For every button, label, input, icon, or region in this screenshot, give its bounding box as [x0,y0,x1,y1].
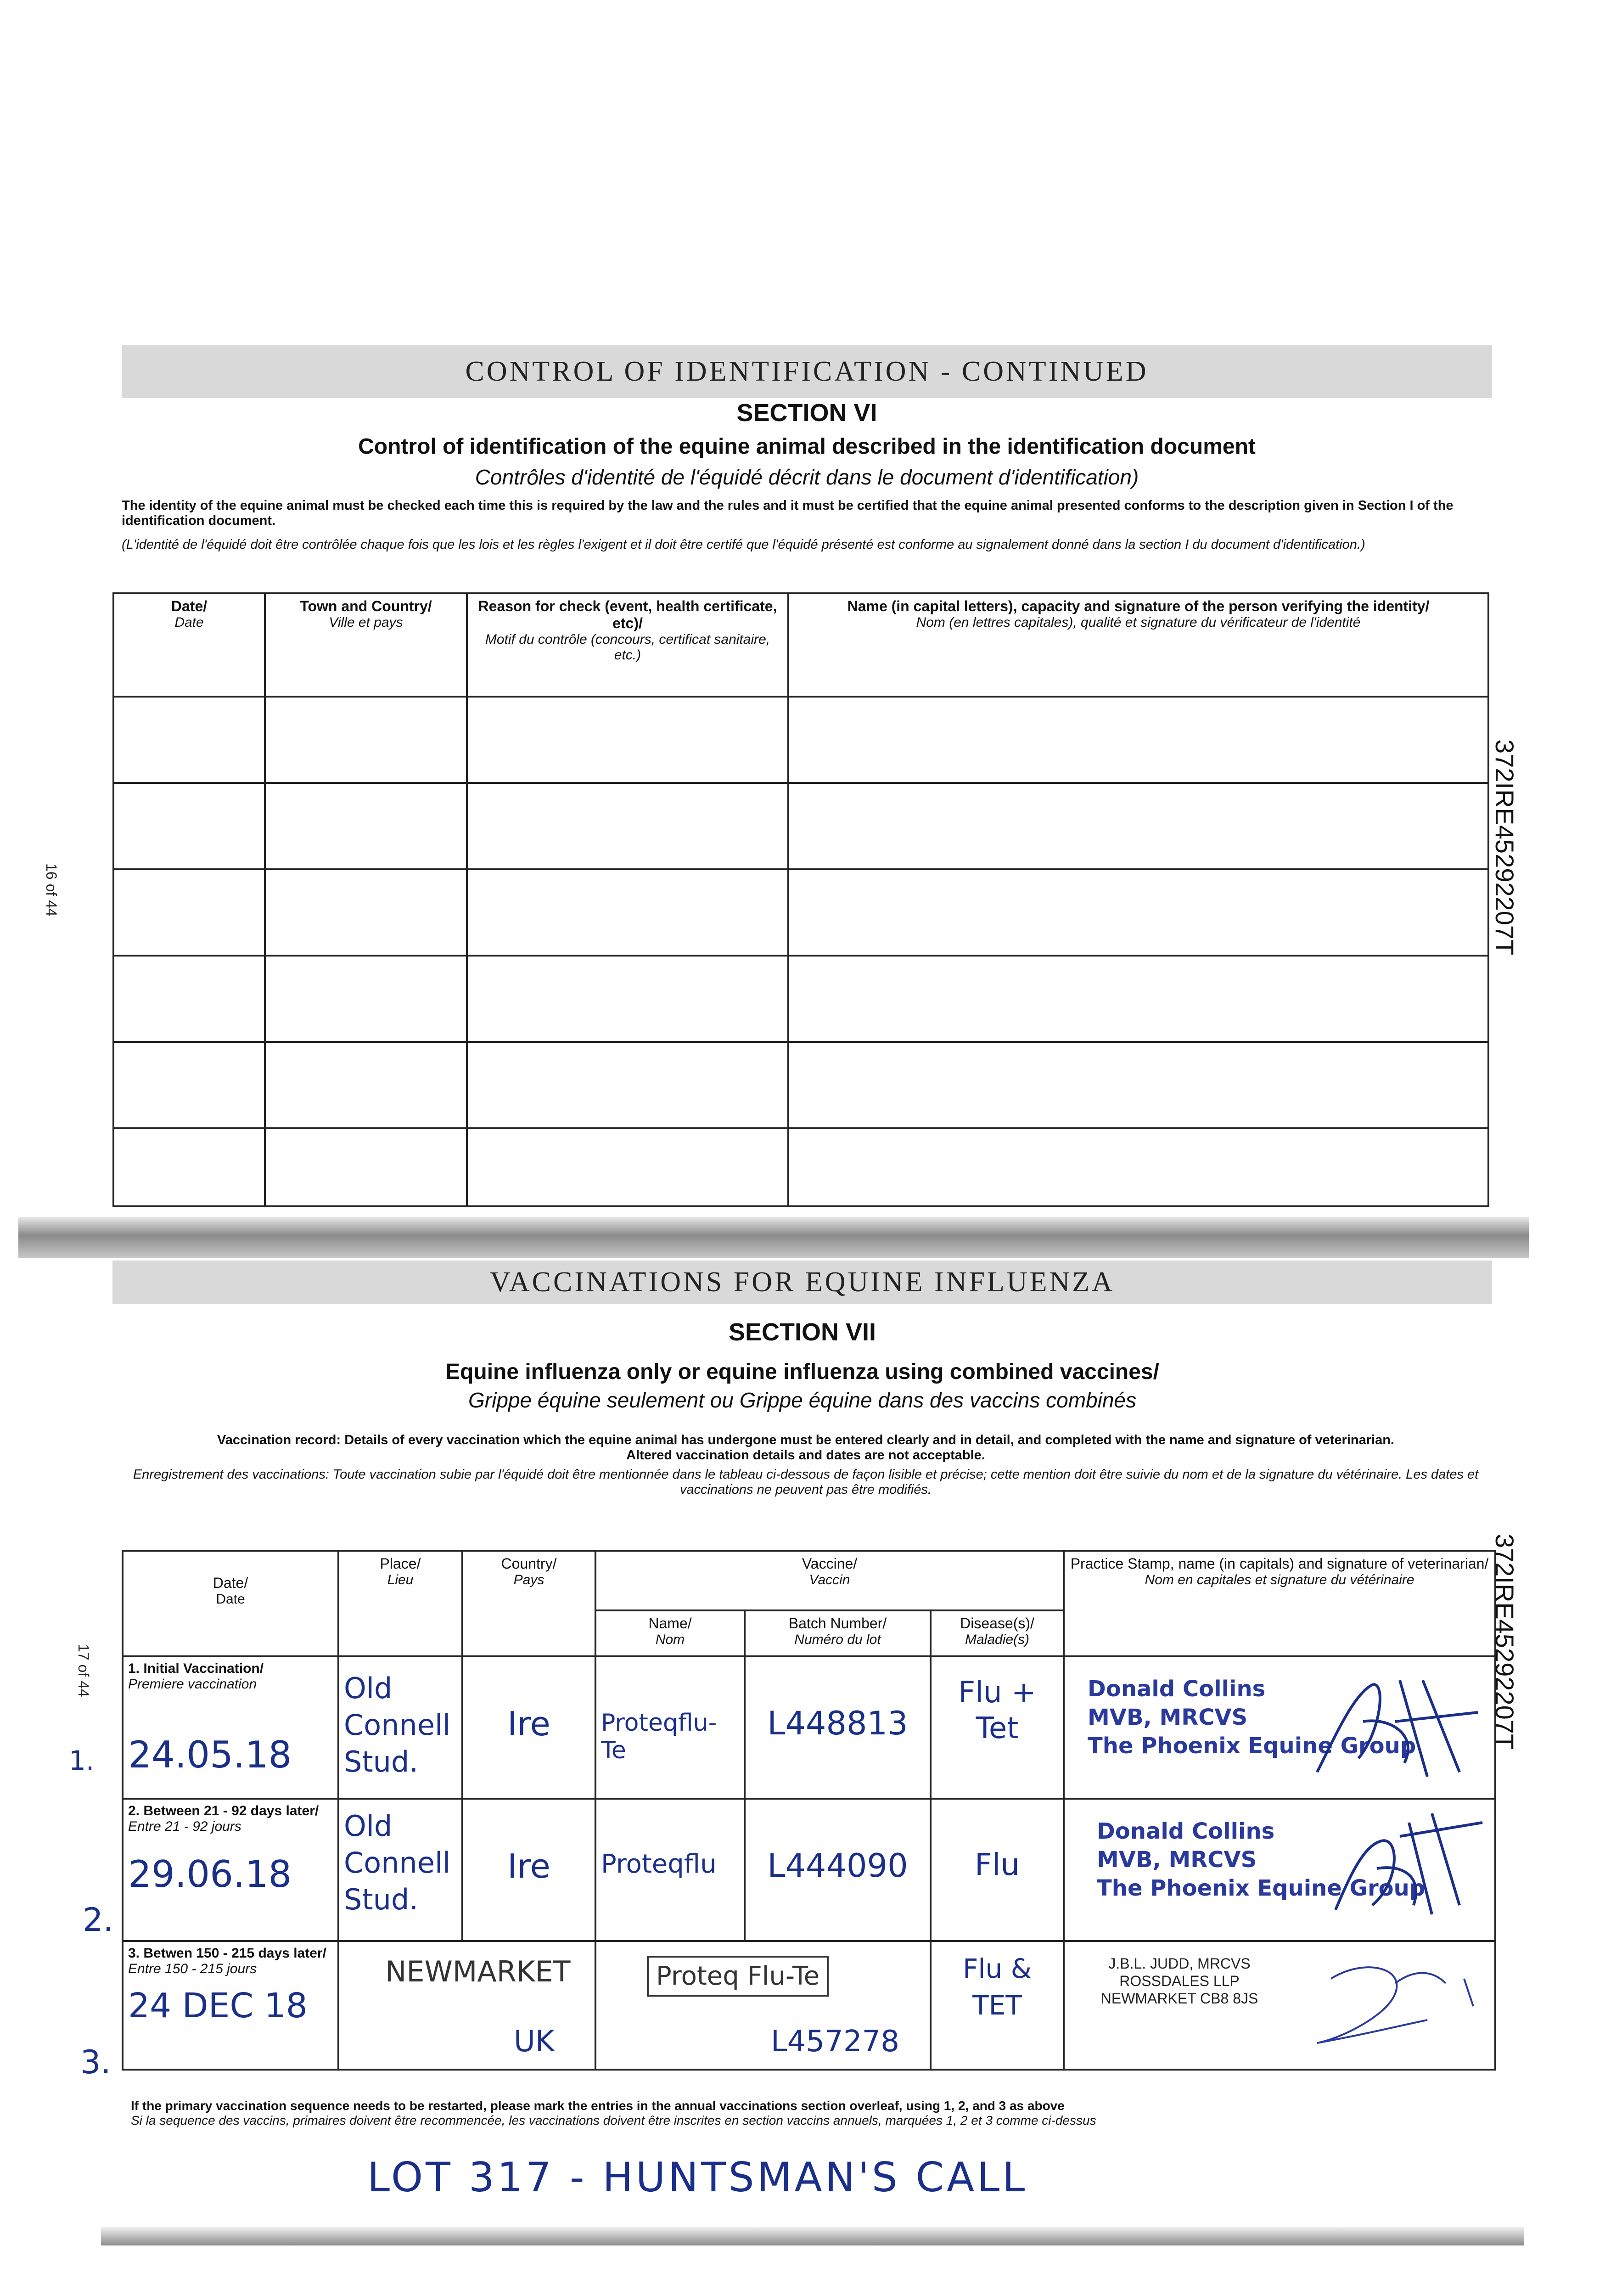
footnote-fr: Si la sequence des vaccins, primaires doivent être recommencée, les vaccinations doivent être inscrites en section vaccins annuels, marquées 1, 2 et 3 comme ci-dessus [131,2113,1096,2127]
vaccination-date-cell[interactable]: 2. Between 21 - 92 days later/ Entre 21 - 92 jours 29.06.18 [123,1799,338,1941]
vcol-place: Place/ Lieu [338,1551,462,1656]
side-code-bottom: 372IRE45292207T [1490,1534,1519,1750]
handwritten-country: Ire [507,1705,550,1743]
handwritten-date: 24 DEC 18 [128,1986,308,2026]
page-fold-shadow [18,1217,1529,1258]
section6-label: SECTION VI [736,399,877,427]
section6-heading-fr: Contrôles d'identité de l'équidé décrit dans le document d'identification) [475,465,1139,489]
vaccination-batch-cell[interactable] [745,1799,931,1941]
identification-check-table [112,592,1489,1207]
vcol-vaccine: Vaccine/ Vaccin [595,1551,1064,1610]
handwritten-batch: L444090 [767,1847,908,1885]
vaccination-name-cell[interactable] [595,1656,745,1799]
vaccination-date-cell[interactable]: 1. Initial Vaccination/ Premiere vaccination 24.05.18 [123,1656,338,1799]
section6-note: The identity of the equine animal must be checked each time this is required by the law and the rules and it must be certified that the equine animal presented conforms to the description given in Section I of the identification document. [122,498,1454,528]
col-reason: Reason for check (event, health certificate, etc)/ Motif du contrôle (concours, certificat sanitaire, etc.) [467,593,788,697]
section6-band-title: CONTROL OF IDENTIFICATION - CONTINUED [465,356,1149,387]
vaccination-record-note [122,1433,1490,1463]
vcol-vet: Practice Stamp, name (in capitals) and signature of veterinarian/ Nom en capitales et signature du vétérinaire [1064,1551,1495,1656]
col-date: Date/ Date [113,593,265,697]
vaccination-vet-cell[interactable] [1064,1656,1495,1799]
vcol-batch: Batch Number/ Numéro du lot [745,1610,931,1656]
vaccination-row-1 [123,1656,1495,1799]
handwritten-place: Old Connell Stud. [344,1809,451,1916]
handwritten-vaccine-name: Proteqflu [601,1849,717,1879]
vet-signature [1308,1666,1482,1786]
vaccination-vet-cell[interactable] [1064,1941,1495,2070]
handwritten-vaccine-name: Proteqflu-Te [601,1709,717,1764]
side-code-top: 372IRE45292207T [1490,739,1519,956]
table-row [113,956,1488,1042]
section6-band [122,345,1492,398]
col-verifier: Name (in capital letters), capacity and signature of the person verifying the identity/ Nom (en lettres capitales), qualité et signature du vérificateur de l'identité [788,593,1488,697]
vaccination-date-cell[interactable]: 3. Betwen 150 - 215 days later/ Entre 150 - 215 jours 24 DEC 18 [123,1941,338,2070]
section7-band [112,1261,1492,1304]
vet-signature [1322,1804,1487,1924]
vaccination-vet-cell[interactable] [1064,1799,1495,1941]
section6-heading: Control of identification of the equine animal described in the identification document [358,434,1256,459]
vaccination-country-cell[interactable] [462,1656,595,1799]
margin-number-3: 3. [80,2043,111,2081]
handwritten-disease: Flu & TET [963,1953,1032,2021]
handwritten-disease: Flu + Tet [958,1676,1036,1745]
handwritten-date: 24.05.18 [128,1733,292,1776]
vet-stamp: Donald Collins MVB, MRCVS The Phoenix Equine Group [1088,1676,1416,1759]
vaccination-disease-cell[interactable] [931,1941,1064,2070]
vet-stamp: Donald Collins MVB, MRCVS The Phoenix Equine Group [1097,1818,1426,1901]
vaccination-disease-cell[interactable] [931,1656,1064,1799]
vaccination-header-row [123,1551,1495,1610]
page-bottom-shadow [101,2227,1524,2245]
handwritten-place: Old Connell Stud. [344,1671,451,1778]
vaccination-row-3 [123,1941,1495,2070]
table-row [113,783,1488,869]
vaccination-place-cell[interactable] [338,1799,462,1941]
vaccination-disease-cell[interactable] [931,1799,1064,1941]
table-row [113,1042,1488,1128]
footnote-en: If the primary vaccination sequence needs to be restarted, please mark the entries in the annual vaccinations section overleaf, using 1, 2, and 3 as above [131,2099,1065,2113]
vcol-name: Name/ Nom [595,1610,745,1656]
handwritten-disease: Flu [974,1847,1020,1882]
vcol-country: Country/ Pays [462,1551,595,1656]
page-number-17: 17 of 44 [75,1644,92,1697]
section7-heading-fr: Grippe équine seulement ou Grippe équine dans des vaccins combinés [468,1388,1136,1412]
handwritten-lot-note: LOT 317 - HUNTSMAN'S CALL [367,2154,1028,2201]
vaccination-batch-cell[interactable] [745,1656,931,1799]
section6-note-fr: (L'identité de l'équidé doit être contrôlée chaque fois que les lois et les règles l'exigent et il doit être certifé que l'équidé présenté est conforme au signalement donné dans la section I du document d'identification.) [122,537,1365,552]
vaccine-label-sticker: Proteq Flu-Te [647,1956,829,1997]
table-row [113,869,1488,956]
section7-heading: Equine influenza only or equine influenza using combined vaccines/ [445,1360,1159,1384]
vet-practice-stamp: J.B.L. JUDD, MRCVS ROSSDALES LLP NEWMARKET CB8 8JS [1100,1955,1258,2007]
vaccination-place-cell[interactable] [338,1941,595,2070]
section7-band-title: VACCINATIONS FOR EQUINE INFLUENZA [490,1266,1115,1298]
handwritten-date: 29.06.18 [128,1853,292,1896]
vaccination-row-2 [123,1799,1495,1941]
handwritten-batch: L448813 [767,1705,908,1742]
handwritten-country: UK [514,2025,555,2059]
margin-number-1: 1. [69,1745,95,1776]
vaccination-record-en2: Altered vaccination details and dates are not acceptable. [626,1448,985,1463]
section7-label: SECTION VII [728,1318,876,1346]
handwritten-batch: L457278 [771,2025,899,2059]
table-row [113,697,1488,783]
vaccination-table [122,1550,1496,2071]
col-town-country: Town and Country/ Ville et pays [265,593,467,697]
table-row [113,1128,1488,1206]
vcol-disease: Disease(s)/ Maladie(s) [931,1610,1064,1656]
handwritten-country: Ire [507,1847,550,1885]
place-stamp: NEWMARKET [385,1955,571,1988]
vet-signature [1276,1951,1487,2061]
vaccination-name-batch-cell[interactable] [595,1941,931,2070]
vcol-date: Date/ Date [123,1551,338,1656]
vaccination-name-cell[interactable] [595,1799,745,1941]
vaccination-place-cell[interactable] [338,1656,462,1799]
identification-header-row [113,593,1488,697]
vaccination-footnote [131,2099,1462,2128]
page-number-16: 16 of 44 [43,863,60,917]
margin-number-2: 2. [83,1901,113,1939]
vaccination-record-en: Vaccination record: Details of every vaccination which the equine animal has undergone must be entered clearly and in detail, and completed with the name and signature of veterinarian. [217,1433,1394,1447]
vaccination-country-cell[interactable] [462,1799,595,1941]
vaccination-record-fr: Enregistrement des vaccinations: Toute vaccination subie par l'équidé doit être mentionnée dans le tableau ci-dessous de façon lisible et précise; cette mention doit être suivie du nom et de la signature du vétérinaire. Les dates et vaccinations ne peuvent pas être modifiés. [133,1467,1479,1497]
